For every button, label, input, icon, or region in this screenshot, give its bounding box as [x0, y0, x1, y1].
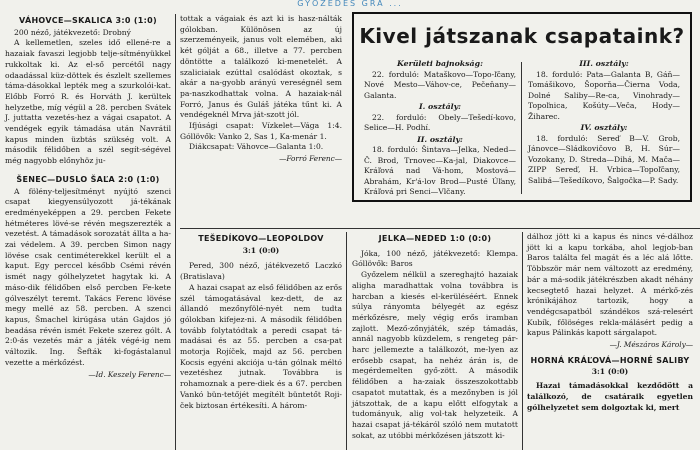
article-text: tottak a vágaiak és azt ki is hasz-nálták gólokban. Különösen az új szerzeményeik, janus volt elemében, aki két gólját a 68., illetve a 77. percben döntötte a találkozó ki-menetelét. A szaliciaiak ezúttal csalódást okoztak, s akár a na-gyobb arányú vereségnél sem pa-naszkodhattak volna. A hazaiak-nál Forró, Janus és Guláš játéka tűnt ki. A vendégeknél Mrva ját-szott jól. — [180, 14, 342, 120]
horizontal-rule — [180, 228, 700, 229]
match-title-tesedikovo: TEŠEDÍKOVO—LEOPOLDOV — [198, 234, 324, 243]
league-heading: IV. osztály: — [580, 123, 628, 132]
league-heading: II. osztály: — [417, 134, 463, 144]
column-divider — [346, 232, 347, 450]
match-info: Jóka, 100 néző, játékvezető: Klempa. Góllövők: Baros — [352, 248, 518, 269]
match-score: 3:1 (0:0) — [591, 367, 629, 377]
article-text: Győzelem nélkül a szereghajtó hazaiak aligha maradhattak volna továbbra is harcban a kiesés el-kerüléséért. Ennek súlya rányomta bélyegét az egész mérkőzésre, mely végig erős iramban zajlott. Mező-zőnyjáték, szép támadás, annál nagyobb küzdelem, s rengeteg pár-harc jellemezte a találkozót, me-lyen az erősebb csapat, ha nehéz árán is, de megérdemelten győ-zött. A második félidőben a ha-zaiak összeszokottabb csapatot mutattak, és a mezőnyben is jól játszottak, de a kapu előtt elfogytak a tudományuk, alig vol-tak helyzeteik. A hazai csapat já-tékáról szóló nem mutatott sokat, az utóbbi mérkőzésen játszott ki- — [352, 270, 518, 440]
article-text: Hazai támadásokkal kezdődött a találkozó, de csatáraik egyetlen gólhelyzetet sem dolgoztak ki, mert — [527, 381, 693, 412]
match-score: 3:1 (0:0) — [242, 245, 280, 255]
fixture-list: 22. forduló: Mataškovo—Topo-ľčany, Nové Mesto—Váhov-ce, Pečeňany—Galanta. — [364, 69, 516, 100]
league-heading: I. osztály: — [418, 102, 462, 111]
fixture-list: 18. forduló: Pata—Galanta B, Gáň—Tomášikovo, Šoporňa—Čierna Voda, Dolné Saliby—Re-ca, Vinohrady—Topoľnica, Košúty—Veča, Hody—Žiharec. — [528, 69, 680, 121]
column-2 — [180, 14, 342, 165]
column-4 — [352, 232, 518, 441]
article-text: Diákcsapat: Váhovce—Galanta 1:0. — [189, 142, 324, 152]
match-title-jelka: JELKA—NEDED 1:0 (0:0) — [378, 234, 492, 243]
schedule-left-column — [364, 58, 516, 198]
column-5 — [527, 232, 693, 413]
article-text: Ifjúsági csapat: Vízkelet—Vága 1:4. Góllövők: Vanko 2, Sas 1, Ka-menár 1. — [180, 121, 342, 141]
author-signature: —Forró Ferenc— — [279, 154, 342, 164]
match-title-horna-kralova: HORNÁ KRÁĽOVÁ—HORNÉ SALIBY — [530, 355, 690, 365]
league-heading: Kerületi bajnokság: — [397, 59, 483, 68]
match-title-senec: ŠENEC—DUSLO ŠAĽA 2:0 (1:0) — [16, 174, 160, 184]
box-divider — [521, 62, 522, 194]
column-3 — [180, 232, 342, 411]
fixture-list: 18. forduló: Šintava—Jelka, Neded—Č. Brod, Trnovec—Ka-jal, Diakovce—Kráľová nad Vá-hom, Mostová—Abrahám, Kr'á-lov Brod—Pusté Úľany, Kráľová pri Senci—Vlčany. — [364, 145, 516, 196]
fixture-list: 18. forduló: Sereď B—V. Grob, Jánovce—Sládkovičovo B, H. Súr—Vozokany, D. Streda—Dihá, M. Mača—ZIPP Sereď, H. Vrbica—Topoľčany, Salibá—Tešedíkovo, Šalgočka—P. Sady. — [528, 133, 680, 185]
article-text: A hazai csapat az első félidőben az erős szél támogatásával kez-dett, de az állandó mezőnyfölé-nyét nem tudta gólokban kifejez-ni. A második félidőben tovább folytatódtak a peredi csapat tá-madásai és az 55. percben a csa-pat motorja Rojíček, majd az 56. percben Kocsis egyéni akciója u-tán gólnak méltó vezetéshez jutnak. Továbbra is rohamoznak a pere-diek és a 67. percben Vankó bün-tetőjét megítélt büntetőt Roji-ček biztosan értékesíti. A három- — [180, 282, 342, 410]
author-signature: —J. Mészáros Károly— — [609, 340, 693, 350]
article-text: A fölény-teljesítményt nyújtó szenci csapat kiegyensúlyozott já-tékának eredményeképpen a 29. percben Fekete hétméteres lövé-se révén megszerezték a vezetést. A támadások sorozatát állta a ha-zai védelem. A 39. percben Simon nagy lövése csak centiméterekkel került el a kaput. Egy perccel később Csémi révén ismét nagy gólhelyzetet hagytak ki. A máso-dik félidőben első percben Fe-kete gólveszélyt teremt. Takács Ferenc lövése megy mellé az 58. percben. A szenci kapus, Šmachel kirúgása után Gajdos jó beadása révén ismét Fekete szerez gólt. A 2:0-ás vezetés már a játék végé-ig nem változik. Ing. Šefták ki-fogástalanul vezette a mérkőzést. — [5, 186, 171, 367]
league-heading: III. osztály: — [579, 59, 629, 68]
match-title-vahovce: VÁHOVCE—SKALICA 3:0 (1:0) — [19, 16, 157, 25]
fixture-list: 22. forduló: Obely—Tešedí-kovo, Selice—H. Podhí. — [364, 112, 516, 132]
match-info: 200 néző, játékvezető: Drobný — [14, 27, 131, 37]
schedule-title: Kivel játszanak csapataink? — [359, 24, 685, 48]
schedule-right-column — [528, 58, 680, 186]
top-ribbon-text: GYŐZEDES GRA ... — [297, 0, 403, 8]
schedule-box — [352, 12, 692, 202]
column-1 — [5, 14, 171, 380]
match-info: Pered, 300 néző, játékvezető Laczkó (Bratislava) — [180, 261, 342, 282]
column-divider — [175, 14, 176, 450]
article-text: A kellemetlen, szeles idő ellené-re a hazaiak favaszi legjobb telje-sítményükkel rukkoltak ki. Az el-ső percétől nagy odaadással küz-döttek és észlelt szellemes táma-dásokkal lepték meg a szurkolói-kat. Előbb Forró R. és Horváth J. kerültek helyzetbe, míg végül a 28. percben Svátek J. juttatta vezetés-hez a vágai csapatot. A vendégek egyik támadása után Navrátil kapus minden üzbtás szükség volt. A második félidőben a szél segít-ségével még nagyobb előnyhöz ju- — [5, 38, 171, 166]
article-text: dálhoz jött ki a kapus és nincs vé-dálhoz jött ki a kapu torkába, ahol legjob-ban Baros találta fel magát és a léc alá lőtte. Többször már nem változott az eredmény, bár a má-sodik játékrészben akadt néhány kecsegtető hazai helyzet. A mérkő-zés krónikájához tartozik, hogy a vendégcsapatból szándékos szá-relesért Kubík, főlöséges rekla-málásért pedig a kapus Pálinkás kapott sárgalapot. — [527, 232, 693, 338]
author-signature: —Id. Keszely Ferenc— — [88, 369, 171, 379]
column-divider — [522, 232, 523, 450]
